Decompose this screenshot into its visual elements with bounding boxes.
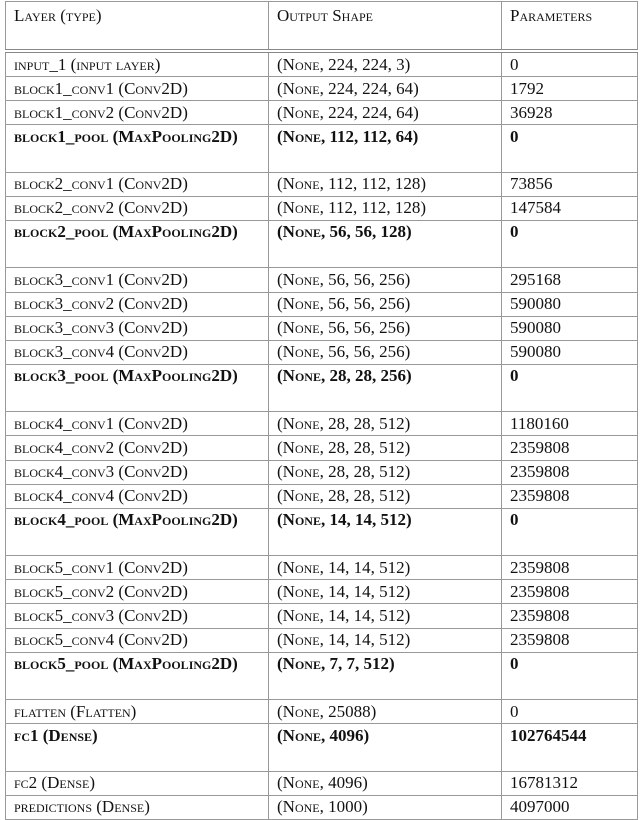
layer-cell: block5_pool (MaxPooling2D) (6, 652, 269, 700)
parameters-cell: 0 (502, 508, 638, 556)
layer-cell: block2_pool (MaxPooling2D) (6, 220, 269, 268)
output-shape-cell: (None, 56, 56, 128) (269, 220, 502, 268)
output-shape-cell: (None, 28, 28, 512) (269, 412, 502, 436)
table-row (6, 460, 638, 484)
table-row (6, 292, 638, 316)
layer-cell: fc1 (Dense) (6, 724, 269, 772)
layer-cell: block5_conv3 (Conv2D) (6, 604, 269, 628)
layer-cell: block3_conv3 (Conv2D) (6, 316, 269, 340)
output-shape-cell: (None, 14, 14, 512) (269, 508, 502, 556)
output-shape-cell: (None, 112, 112, 64) (269, 125, 502, 173)
output-shape-cell: (None, 14, 14, 512) (269, 628, 502, 652)
parameters-cell: 2359808 (502, 436, 638, 460)
output-shape-cell: (None, 56, 56, 256) (269, 340, 502, 364)
output-shape-cell: (None, 4096) (269, 724, 502, 772)
parameters-cell: 590080 (502, 292, 638, 316)
table-row (6, 51, 638, 77)
output-shape-cell: (None, 224, 224, 64) (269, 77, 502, 101)
table-row (6, 220, 638, 268)
parameters-cell: 36928 (502, 101, 638, 125)
parameters-cell: 0 (502, 700, 638, 724)
table-row (6, 125, 638, 173)
parameters-cell: 590080 (502, 340, 638, 364)
output-shape-cell: (None, 25088) (269, 700, 502, 724)
layer-cell: block2_conv2 (Conv2D) (6, 196, 269, 220)
layer-cell: block5_conv2 (Conv2D) (6, 580, 269, 604)
parameters-cell: 590080 (502, 316, 638, 340)
table-row (6, 652, 638, 700)
layer-cell: block1_conv2 (Conv2D) (6, 101, 269, 125)
layer-cell: block1_pool (MaxPooling2D) (6, 125, 269, 173)
header-row (6, 2, 638, 52)
parameters-cell: 16781312 (502, 771, 638, 795)
table-row (6, 771, 638, 795)
table-row (6, 628, 638, 652)
output-shape-cell: (None, 1000) (269, 795, 502, 819)
layer-cell: block3_conv1 (Conv2D) (6, 268, 269, 292)
output-shape-cell: (None, 28, 28, 512) (269, 460, 502, 484)
output-shape-cell: (None, 7, 7, 512) (269, 652, 502, 700)
layer-cell: block4_conv3 (Conv2D) (6, 460, 269, 484)
parameters-cell: 1180160 (502, 412, 638, 436)
output-shape-cell: (None, 112, 112, 128) (269, 196, 502, 220)
layer-cell: predictions (Dense) (6, 795, 269, 819)
table-row (6, 77, 638, 101)
output-shape-cell: (None, 28, 28, 256) (269, 364, 502, 412)
table-row (6, 724, 638, 772)
output-shape-cell: (None, 224, 224, 64) (269, 101, 502, 125)
output-shape-cell: (None, 28, 28, 512) (269, 436, 502, 460)
parameters-cell: 2359808 (502, 460, 638, 484)
parameters-cell: 73856 (502, 172, 638, 196)
header-output-shape: Output Shape (269, 2, 502, 52)
header-layer: Layer (type) (6, 2, 269, 52)
parameters-cell: 147584 (502, 196, 638, 220)
output-shape-cell: (None, 224, 224, 3) (269, 51, 502, 77)
layer-cell: input_1 (input layer) (6, 51, 269, 77)
table-row (6, 580, 638, 604)
parameters-cell: 0 (502, 652, 638, 700)
layer-cell: block4_conv2 (Conv2D) (6, 436, 269, 460)
layer-cell: flatten (Flatten) (6, 700, 269, 724)
model-summary-table (5, 1, 638, 820)
parameters-cell: 295168 (502, 268, 638, 292)
parameters-cell: 1792 (502, 77, 638, 101)
table-row (6, 556, 638, 580)
output-shape-cell: (None, 56, 56, 256) (269, 292, 502, 316)
layer-cell: block3_conv2 (Conv2D) (6, 292, 269, 316)
parameters-cell: 0 (502, 51, 638, 77)
parameters-cell: 0 (502, 220, 638, 268)
table-row (6, 700, 638, 724)
output-shape-cell: (None, 56, 56, 256) (269, 316, 502, 340)
layer-cell: block4_pool (MaxPooling2D) (6, 508, 269, 556)
layer-cell: block4_conv4 (Conv2D) (6, 484, 269, 508)
output-shape-cell: (None, 28, 28, 512) (269, 484, 502, 508)
table-row (6, 268, 638, 292)
layer-cell: block2_conv1 (Conv2D) (6, 172, 269, 196)
output-shape-cell: (None, 56, 56, 256) (269, 268, 502, 292)
parameters-cell: 4097000 (502, 795, 638, 819)
parameters-cell: 102764544 (502, 724, 638, 772)
table-row (6, 436, 638, 460)
layer-cell: block1_conv1 (Conv2D) (6, 77, 269, 101)
parameters-cell: 2359808 (502, 580, 638, 604)
table-row (6, 484, 638, 508)
layer-cell: block3_conv4 (Conv2D) (6, 340, 269, 364)
output-shape-cell: (None, 4096) (269, 771, 502, 795)
parameters-cell: 0 (502, 125, 638, 173)
table-row (6, 172, 638, 196)
output-shape-cell: (None, 14, 14, 512) (269, 556, 502, 580)
layer-cell: block4_conv1 (Conv2D) (6, 412, 269, 436)
table-row (6, 412, 638, 436)
table-row (6, 196, 638, 220)
output-shape-cell: (None, 14, 14, 512) (269, 604, 502, 628)
header-parameters: Parameters (502, 2, 638, 52)
parameters-cell: 2359808 (502, 484, 638, 508)
table-row (6, 508, 638, 556)
table-row (6, 795, 638, 819)
layer-cell: fc2 (Dense) (6, 771, 269, 795)
output-shape-cell: (None, 14, 14, 512) (269, 580, 502, 604)
table-row (6, 340, 638, 364)
parameters-cell: 2359808 (502, 556, 638, 580)
layer-cell: block5_conv4 (Conv2D) (6, 628, 269, 652)
output-shape-cell: (None, 112, 112, 128) (269, 172, 502, 196)
table-row (6, 101, 638, 125)
parameters-cell: 2359808 (502, 604, 638, 628)
parameters-cell: 0 (502, 364, 638, 412)
table-row (6, 604, 638, 628)
layer-cell: block3_pool (MaxPooling2D) (6, 364, 269, 412)
table-row (6, 316, 638, 340)
layer-cell: block5_conv1 (Conv2D) (6, 556, 269, 580)
parameters-cell: 2359808 (502, 628, 638, 652)
table-row (6, 364, 638, 412)
